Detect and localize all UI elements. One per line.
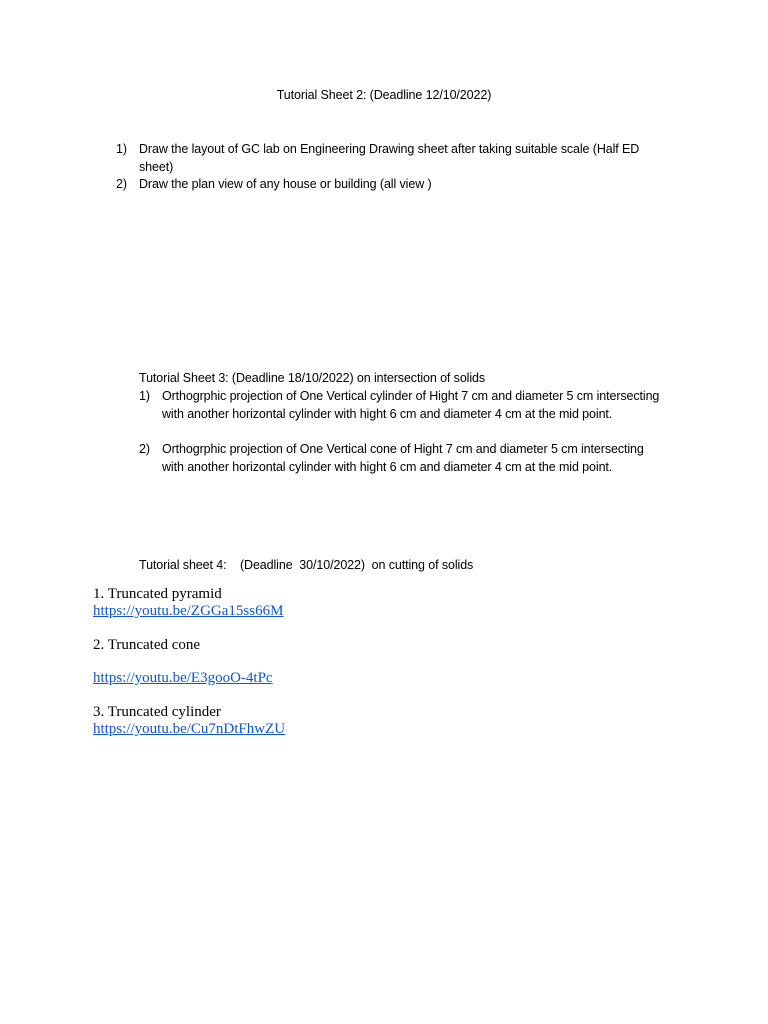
sheet3-list-item xyxy=(139,441,669,495)
topic-label-truncated-pyramid: 1. Truncated pyramid xyxy=(93,586,222,602)
list-number: 2) xyxy=(116,177,127,191)
list-number: 2) xyxy=(139,442,150,456)
video-link-truncated-pyramid[interactable]: https://youtu.be/ZGGa15ss66M xyxy=(93,603,284,619)
list-number: 1) xyxy=(139,389,150,403)
video-link-truncated-cone[interactable]: https://youtu.be/E3gooO-4tPc xyxy=(93,670,273,686)
list-item-text: Orthogrphic projection of One Vertical cone of Hight 7 cm and diameter 5 cm intersecting with another horizontal cylinder with hight 6 cm and diameter 4 cm at the mid point. xyxy=(162,442,644,474)
sheet3-list-item xyxy=(139,388,669,442)
sheet2-list-item xyxy=(116,141,676,177)
sheet2-list-item xyxy=(116,176,676,194)
list-number: 1) xyxy=(116,142,127,156)
list-item-text: Draw the layout of GC lab on Engineering Drawing sheet after taking suitable scale (Half ED sheet) xyxy=(139,142,640,174)
topic-label-truncated-cylinder: 3. Truncated cylinder xyxy=(93,704,221,720)
list-item-text: Draw the plan view of any house or building (all view ) xyxy=(139,177,432,191)
sheet3-title: Tutorial Sheet 3: (Deadline 18/10/2022) on intersection of solids xyxy=(139,371,486,385)
list-item-text: Orthogrphic projection of One Vertical cylinder of Hight 7 cm and diameter 5 cm intersecting with another horizontal cylinder with hight 6 cm and diameter 4 cm at the mid point. xyxy=(162,389,660,421)
sheet2-title: Tutorial Sheet 2: (Deadline 12/10/2022) xyxy=(276,88,492,102)
sheet4-title: Tutorial sheet 4: (Deadline 30/10/2022) on cutting of solids xyxy=(139,558,474,572)
topic-label-truncated-cone: 2. Truncated cone xyxy=(93,637,201,653)
video-link-truncated-cylinder[interactable]: https://youtu.be/Cu7nDtFhwZU xyxy=(93,721,286,737)
